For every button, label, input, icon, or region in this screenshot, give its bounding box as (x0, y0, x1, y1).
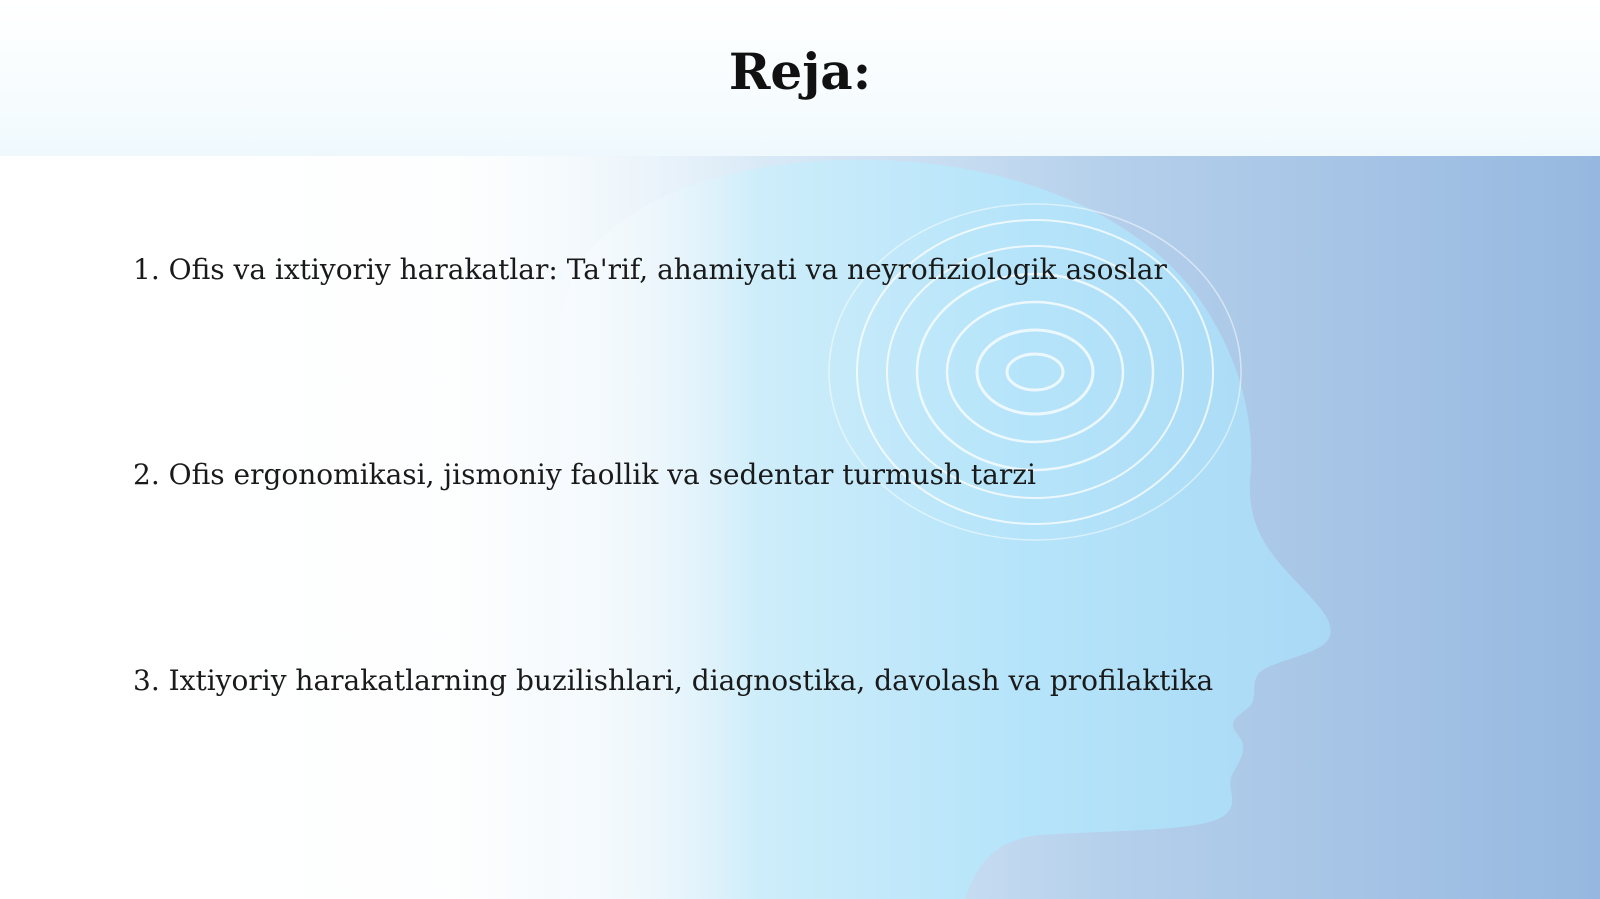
plan-item-2: 2. Ofis ergonomikasi, jismoniy faollik va sedentar turmush tarzi (133, 458, 1036, 491)
plan-item-1: 1. Ofis va ixtiyoriy harakatlar: Ta'rif, ahamiyati va neyrofiziologik asoslar (133, 253, 1167, 286)
plan-item-3: 3. Ixtiyoriy harakatlarning buzilishlari, diagnostika, davolash va profilaktika (133, 664, 1214, 697)
slide-title: Reja: (728, 42, 872, 101)
